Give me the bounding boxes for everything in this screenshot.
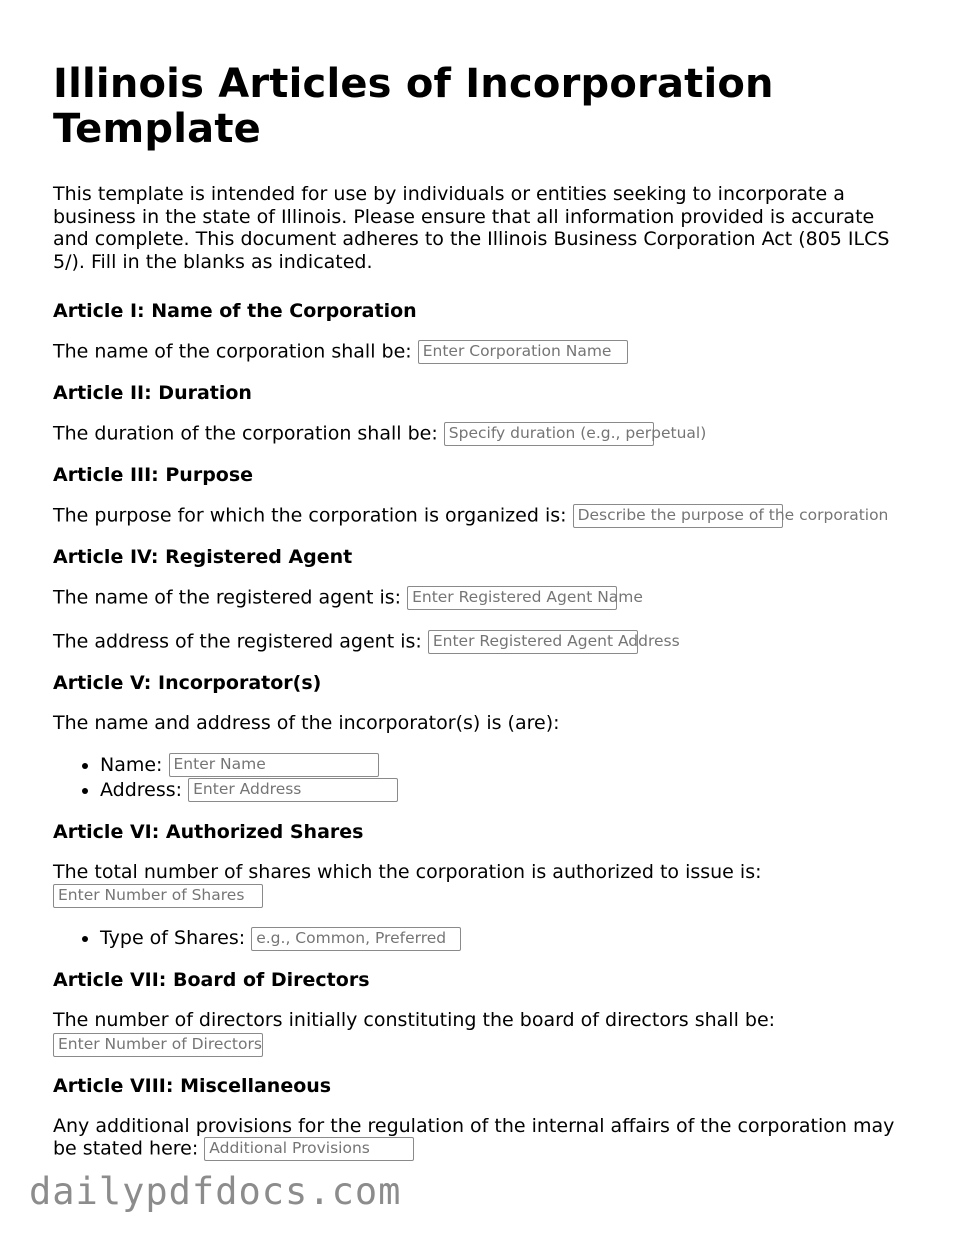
article-2-heading: Article II: Duration xyxy=(53,382,252,404)
purpose-field[interactable]: Describe the purpose of the corporation xyxy=(573,504,783,528)
incorporator-name-label: Name: xyxy=(100,753,163,776)
incorporator-address-item xyxy=(100,778,913,803)
article-1-text: The name of the corporation shall be: xyxy=(53,340,412,363)
article-3-heading: Article III: Purpose xyxy=(53,464,254,486)
article-4-name-line xyxy=(53,586,913,610)
article-2 xyxy=(53,382,913,446)
share-type-label: Type of Shares: xyxy=(100,927,246,949)
directors-number-field[interactable]: Enter Number of Directors xyxy=(53,1033,263,1057)
article-8-heading: Article VIII: Miscellaneous xyxy=(53,1074,332,1097)
document xyxy=(53,62,913,1161)
corporation-name-field[interactable]: Enter Corporation Name xyxy=(418,340,628,364)
article-1-heading: Article I: Name of the Corporation xyxy=(53,300,417,322)
incorporator-address-label: Address: xyxy=(100,778,183,801)
article-3 xyxy=(53,464,913,528)
incorporator-list xyxy=(53,753,913,803)
article-7 xyxy=(53,969,913,1057)
intro-paragraph: This template is intended for use by individuals or entities seeking to incorporate a business in the state of Illinois. Please ensure that all information provided is accurate and complete. This document adheres to the Illinois Business Corporation Act (805 ILCS 5/). Fill in the blanks as indicated. xyxy=(53,183,890,273)
article-3-line xyxy=(53,504,913,528)
article-5 xyxy=(53,672,913,803)
incorporator-address-field[interactable]: Enter Address xyxy=(188,778,398,802)
article-4-heading: Article IV: Registered Agent xyxy=(53,546,353,568)
article-4 xyxy=(53,546,913,654)
agent-name-text: The name of the registered agent is: xyxy=(53,586,402,609)
agent-name-field[interactable]: Enter Registered Agent Name xyxy=(407,586,617,610)
agent-address-field[interactable]: Enter Registered Agent Address xyxy=(428,630,638,654)
article-6 xyxy=(53,821,913,952)
article-8-line xyxy=(53,1115,913,1162)
article-7-text: The number of directors initially constituting the board of directors shall be: xyxy=(53,1009,776,1031)
article-4-address-line xyxy=(53,630,913,654)
duration-field[interactable]: Specify duration (e.g., perpetual) xyxy=(444,422,654,446)
article-7-field-row xyxy=(53,1033,913,1057)
watermark-text: dailypdfdocs.com xyxy=(29,1170,402,1213)
article-7-heading: Article VII: Board of Directors xyxy=(53,969,370,991)
incorporator-name-field[interactable]: Enter Name xyxy=(169,753,379,777)
incorporator-name-item xyxy=(100,753,913,778)
article-8-text: Any additional provisions for the regulation of the internal affairs of the corporation may be stated here: xyxy=(53,1114,895,1160)
article-6-heading: Article VI: Authorized Shares xyxy=(53,820,364,843)
additional-provisions-field[interactable]: Additional Provisions xyxy=(204,1137,414,1161)
page-title: Illinois Articles of Incorporation Template xyxy=(53,61,774,152)
article-5-heading: Article V: Incorporator(s) xyxy=(53,672,322,694)
share-type-item xyxy=(100,926,913,951)
article-6-shares-row xyxy=(53,884,913,908)
article-6-text: The total number of shares which the corporation is authorized to issue is: xyxy=(53,860,762,883)
article-2-line xyxy=(53,422,913,446)
share-type-field[interactable]: e.g., Common, Preferred xyxy=(251,927,461,951)
article-2-text: The duration of the corporation shall be: xyxy=(53,422,438,445)
article-3-text: The purpose for which the corporation is organized is: xyxy=(53,504,567,527)
share-type-list xyxy=(53,926,913,951)
agent-address-text: The address of the registered agent is: xyxy=(53,630,422,653)
shares-number-field[interactable]: Enter Number of Shares xyxy=(53,884,263,908)
article-1-line xyxy=(53,340,913,364)
article-5-text: The name and address of the incorporator(s) is (are): xyxy=(53,712,560,734)
article-1 xyxy=(53,300,913,364)
article-8 xyxy=(53,1075,913,1162)
